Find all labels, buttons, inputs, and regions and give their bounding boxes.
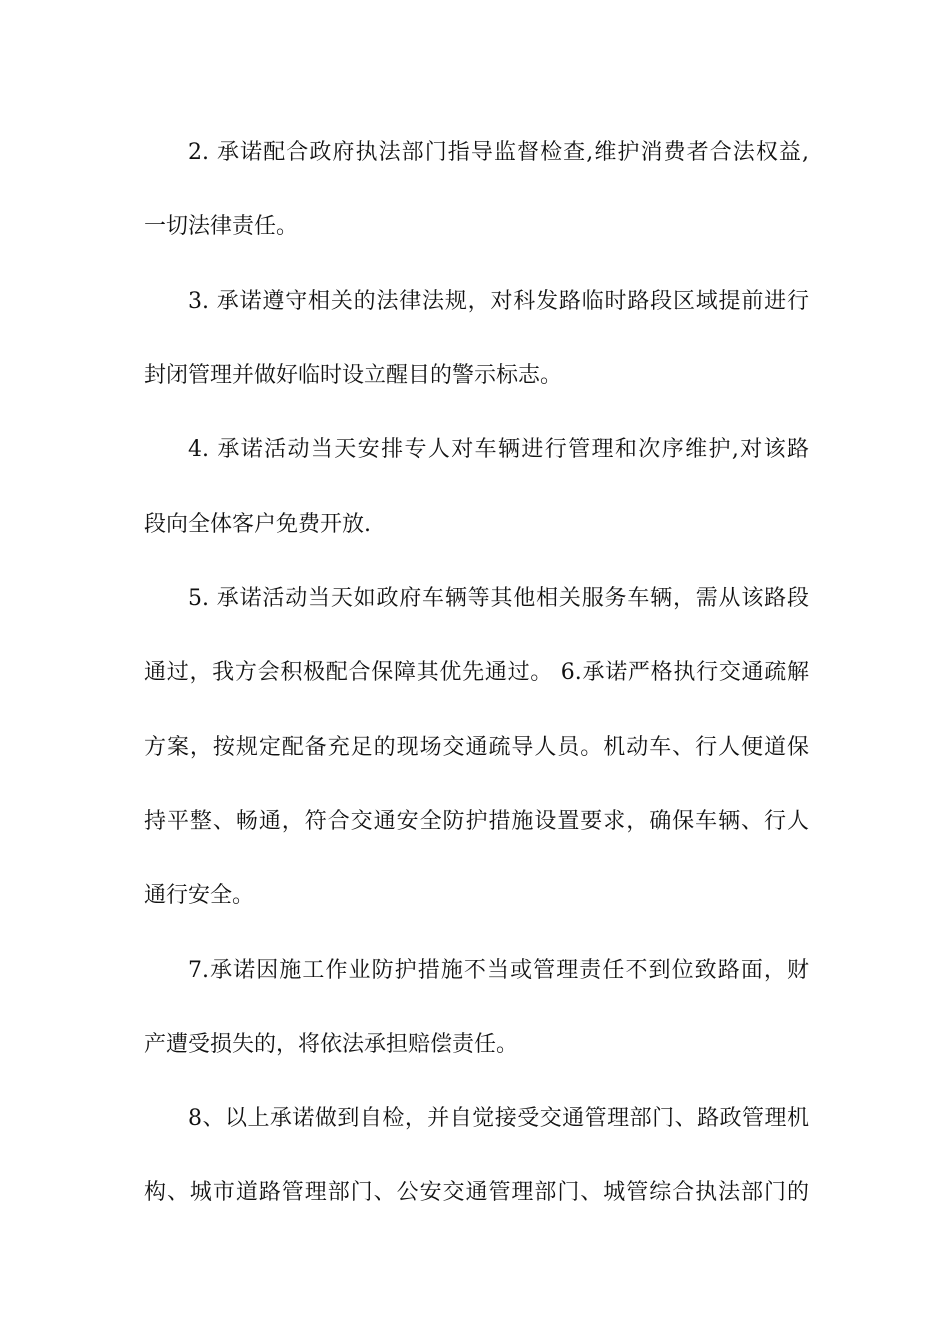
text-line: 封闭管理并做好临时设立醒目的警示标志。 — [144, 363, 563, 388]
text-line: 5. 承诺活动当天如政府车辆等其他相关服务车辆，需从该路段 — [188, 586, 809, 611]
text-line: 产遭受损失的，将依法承担赔偿责任。 — [144, 1032, 519, 1057]
text-line: 7.承诺因施工作业防护措施不当或管理责任不到位致路面，财 — [188, 958, 809, 983]
text-line: 通行安全。 — [144, 883, 255, 908]
text-line: 段向全体客户免费开放. — [144, 512, 371, 537]
text-line: 一切法律责任。 — [144, 214, 299, 239]
text-line: 8、以上承诺做到自检，并自觉接受交通管理部门、路政管理机 — [188, 1106, 809, 1131]
text-line: 通过，我方会积极配合保障其优先通过。 6.承诺严格执行交通疏解 — [144, 660, 809, 685]
text-line: 3. 承诺遵守相关的法律法规，对科发路临时路段区域提前进行 — [188, 289, 809, 314]
text-line: 4. 承诺活动当天安排专人对车辆进行管理和次序维护,对该路 — [188, 437, 809, 462]
text-line: 构、城市道路管理部门、公安交通管理部门、城管综合执法部门的 — [144, 1180, 809, 1205]
text-line: 2. 承诺配合政府执法部门指导监督检查,维护消费者合法权益, — [188, 140, 809, 165]
text-line: 持平整、畅通，符合交通安全防护措施设置要求，确保车辆、行人 — [144, 809, 809, 834]
text-line: 方案，按规定配备充足的现场交通疏导人员。机动车、行人便道保 — [144, 735, 809, 760]
